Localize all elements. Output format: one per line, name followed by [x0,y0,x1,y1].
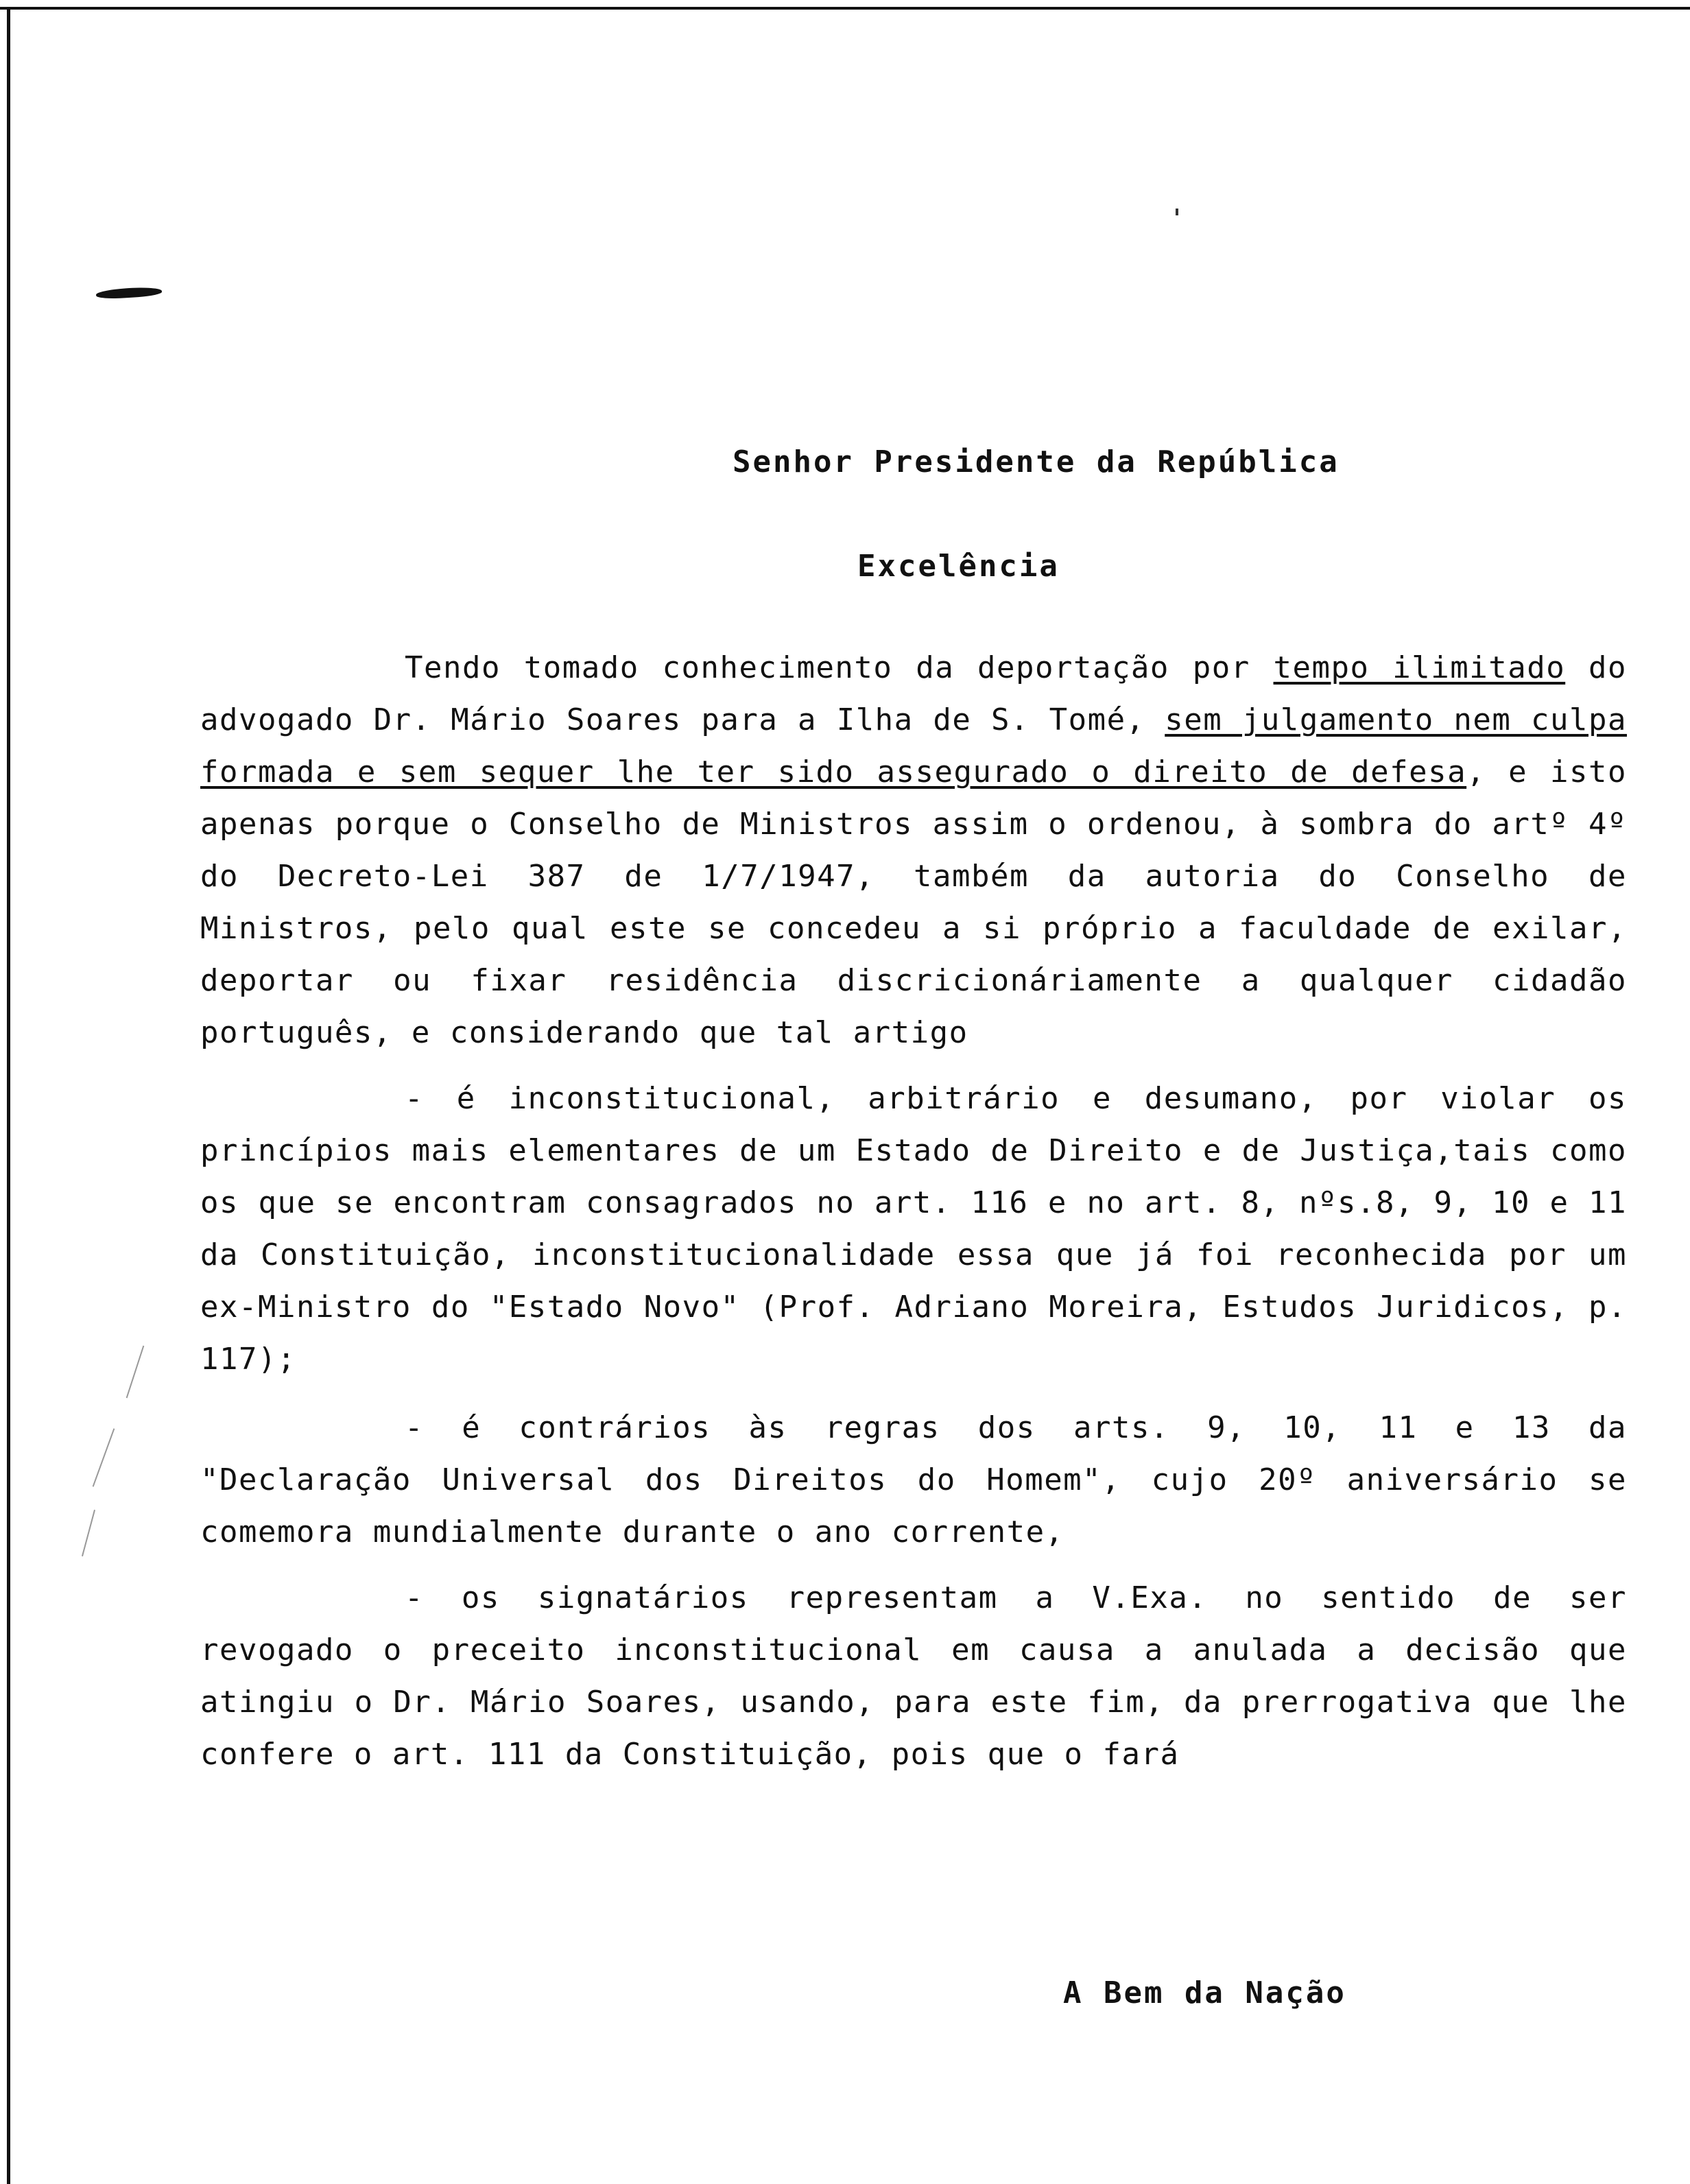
paragraph-1 [200,642,1627,1059]
salutation: Senhor Presidente da República [733,444,1340,479]
scan-edge-left [7,7,10,2184]
paragraph-3: - é contrários às regras dos arts. 9, 10, 11 e 13 da "Declaração Universal dos Direitos do Homem", cujo 20º aniversário se comemora mundialmente durante o ano corrente, [200,1410,1627,1550]
paragraph-1-text-b: do advogado Dr. Mário Soares para a Ilha de S. Tomé, [200,650,1627,737]
greeting: Excelência [857,549,1060,584]
faint-stroke [126,1346,145,1399]
paragraph-2: - é inconstitucional, arbitrário e desumano, por violar os princípios mais elementares de um Estado de Direito e de Justiça,tais como os que se encontram consagrados no art. 116 e no art. 8, nºs.8, 9, 10 e 11 da Constituição, inconstitucionalidade essa que já foi reconhecida por um ex-Ministro do "Estado Novo" (Prof. Adriano Moreira, Estudos Juridicos, p. 117); [200,1081,1627,1377]
ink-speck [1176,209,1178,215]
ink-mark [96,286,163,300]
paragraph-4: - os signatários representam a V.Exa. no sentido de ser revogado o preceito inconstitucional em causa a anulada a decisão que atingiu o Dr. Mário Soares, usando, para este fim, da prerrogativa que lhe confere o art. 111 da Constituição, pois que o fará [200,1580,1627,1772]
paragraph-1-text-c: , e isto apenas porque o Conselho de Ministros assim o ordenou, à sombra do artº 4º do Decreto-Lei 387 de 1/7/1947, também da autoria do Conselho de Ministros, pelo qual este se concedeu a si próprio a faculdade de exilar, deportar ou fixar residência discricionáriamente a qualquer cidadão português, e considerando que tal artigo [200,755,1628,1050]
scan-edge-top [0,7,1690,10]
paragraph-1-text-a: Tendo tomado conhecimento da deportação por [405,650,1274,685]
faint-stroke [82,1510,95,1556]
faint-stroke [93,1428,115,1486]
paragraph-1-underlined-a: tempo ilimitado [1273,650,1566,685]
closing: A Bem da Nação [1063,1975,1346,2010]
paragraph-1-underlined-b: sem julgamento nem culpa formada e sem sequer lhe ter sido assegurado o direito de defesa [200,702,1627,790]
